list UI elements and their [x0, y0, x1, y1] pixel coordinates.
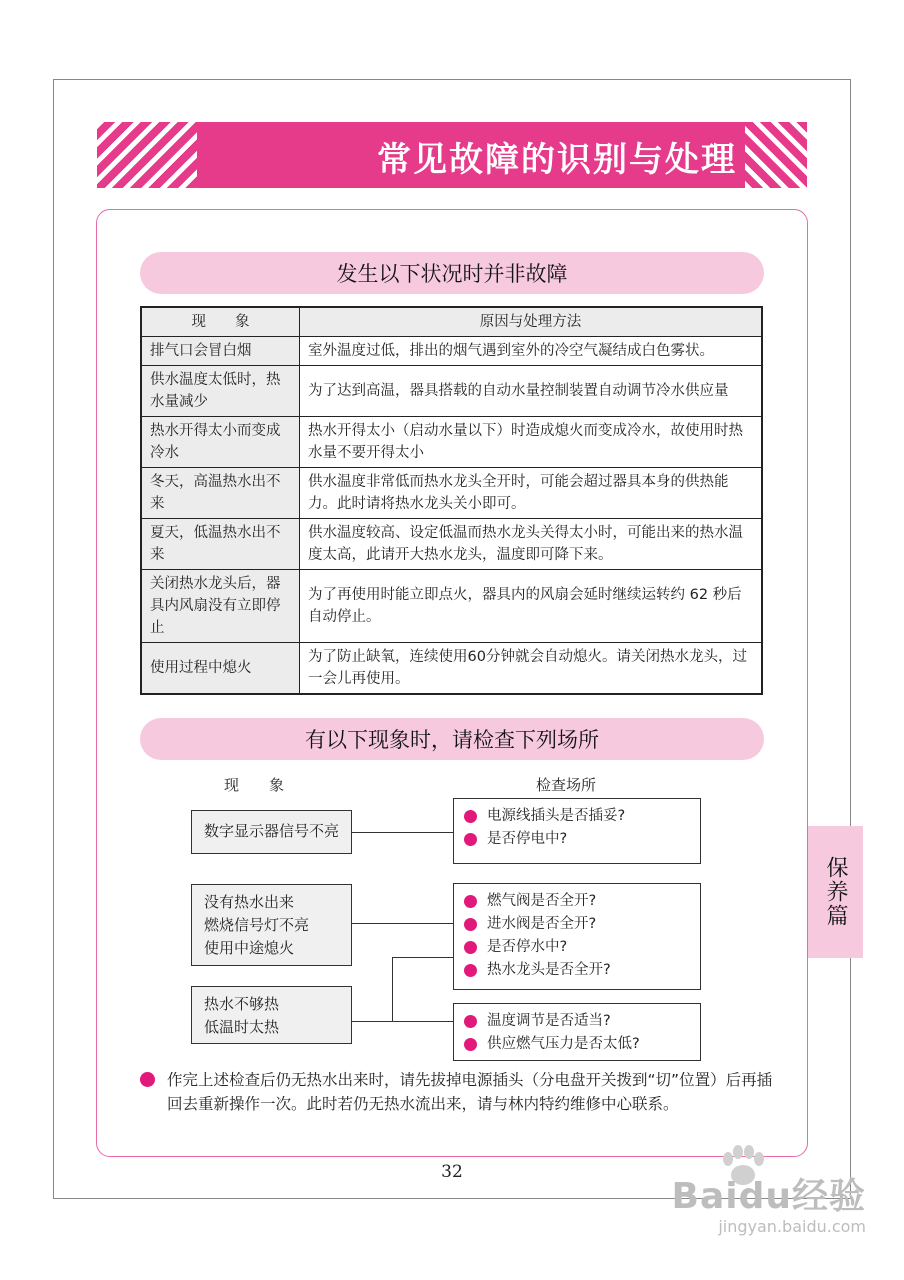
check-item: [464, 828, 690, 851]
section-heading-text: 发生以下状况时并非故障: [336, 262, 568, 286]
check-item: [464, 913, 690, 936]
table-cell-symptom: 冬天，高温热水出不来: [141, 468, 300, 519]
table-header-row: [141, 307, 762, 337]
symptom-line: 使用中途熄火: [204, 939, 295, 957]
check-item-text: 温度调节是否适当?: [487, 1013, 611, 1029]
table-cell-cause: 供水温度较高、设定低温而热水龙头关得太小时，可能出来的热水温度太高，此请开大热水龙头，温度即可降下来。: [300, 519, 763, 570]
section-heading-not-fault: [140, 252, 764, 294]
table-cell-symptom: 热水开得太小而变成冷水: [141, 417, 300, 468]
symptom-line: 燃烧信号灯不亮: [204, 916, 310, 934]
bullet-icon: [464, 918, 477, 931]
table-cell-symptom: 使用过程中熄火: [141, 643, 300, 695]
check-item-text: 是否停电中?: [487, 831, 568, 847]
check-item-text: 供应燃气压力是否太低?: [487, 1036, 640, 1052]
table-row: [141, 417, 762, 468]
bullet-icon: [464, 895, 477, 908]
table-cell-cause: 为了达到高温，器具搭载的自动水量控制装置自动调节冷水供应量: [300, 366, 763, 417]
symptom-box: [191, 986, 352, 1044]
check-item-text: 进水阀是否全开?: [487, 916, 597, 932]
bullet-icon: [140, 1072, 155, 1087]
check-item-text: 电源线插头是否插妥?: [487, 808, 626, 824]
bullet-icon: [464, 810, 477, 823]
check-item: [464, 890, 690, 913]
connector-line: [352, 923, 453, 924]
table-cell-symptom: 夏天，低温热水出不来: [141, 519, 300, 570]
table-cell-symptom: 供水温度太低时，热水量减少: [141, 366, 300, 417]
table-cell-cause: 室外温度过低，排出的烟气遇到室外的冷空气凝结成白色雾状。: [300, 337, 763, 366]
table-row: [141, 337, 762, 366]
connector-line: [392, 957, 393, 1022]
symptom-box: [191, 884, 352, 966]
table-cell-symptom: 排气口会冒白烟: [141, 337, 300, 366]
bullet-icon: [464, 941, 477, 954]
check-item: [464, 1010, 690, 1033]
check-box: [453, 1003, 701, 1061]
page-number: 32: [441, 1162, 463, 1182]
watermark: [672, 1168, 866, 1236]
banner-stripes-right: [745, 122, 807, 188]
connector-line: [392, 957, 453, 958]
page-title: 常见故障的识别与处理: [377, 140, 737, 180]
check-box: [453, 798, 701, 864]
title-banner: [97, 122, 807, 188]
check-box: [453, 883, 701, 990]
symptom-line: 低温时太热: [204, 1018, 280, 1036]
banner-stripes-left: [97, 122, 197, 188]
table-row: [141, 366, 762, 417]
table-cell-cause: 为了防止缺氧，连续使用60分钟就会自动熄火。请关闭热水龙头，过一会儿再使用。: [300, 643, 763, 695]
bullet-icon: [464, 1038, 477, 1051]
table-cell-cause: 为了再使用时能立即点火，器具内的风扇会延时继续运转约 62 秒后自动停止。: [300, 570, 763, 643]
check-item-text: 热水龙头是否全开?: [487, 962, 611, 978]
side-tab-maintenance: [808, 826, 863, 958]
bullet-icon: [464, 833, 477, 846]
check-item-text: 燃气阀是否全开?: [487, 893, 597, 909]
not-fault-table: [140, 306, 763, 695]
table-cell-symptom: 关闭热水龙头后，器具内风扇没有立即停止: [141, 570, 300, 643]
symptom-line: 数字显示器信号不亮: [204, 822, 340, 840]
check-item-text: 是否停水中?: [487, 939, 568, 955]
check-item: [464, 936, 690, 959]
final-note: [140, 1068, 780, 1116]
table-row: [141, 468, 762, 519]
side-tab-label: 保养篇: [823, 856, 848, 928]
connector-line: [352, 832, 453, 833]
table-header-symptom: 现 象: [141, 307, 300, 337]
check-item: [464, 1033, 690, 1056]
diagram-header-check: 检查场所: [536, 776, 597, 794]
table-cell-cause: 热水开得太小（启动水量以下）时造成熄火而变成冷水，故使用时热水量不要开得太小: [300, 417, 763, 468]
section-heading-check: [140, 718, 764, 760]
table-row: [141, 643, 762, 695]
final-note-text: 作完上述检查后仍无热水出来时，请先拔掉电源插头（分电盘开关拨到“切”位置）后再插回去重新操作一次。此时若仍无热水流出来，请与林内特约维修中心联系。: [167, 1071, 773, 1113]
table-row: [141, 570, 762, 643]
symptom-box: [191, 810, 352, 854]
watermark-url: jingyan.baidu.com: [718, 1217, 866, 1236]
table-header-cause: 原因与处理方法: [300, 307, 763, 337]
table-row: [141, 519, 762, 570]
symptom-line: 热水不够热: [204, 995, 280, 1013]
connector-line: [352, 1021, 392, 1022]
symptom-line: 没有热水出来: [204, 893, 295, 911]
diagram-header-symptom: 现 象: [224, 776, 285, 794]
section-heading-text: 有以下现象时，请检查下列场所: [305, 728, 599, 752]
check-item: [464, 959, 690, 982]
bullet-icon: [464, 1015, 477, 1028]
connector-line: [392, 1021, 453, 1022]
watermark-logo: Baidu经验: [671, 1176, 866, 1217]
table-cell-cause: 供水温度非常低而热水龙头全开时，可能会超过器具本身的供热能力。此时请将热水龙头关小即可。: [300, 468, 763, 519]
check-item: [464, 805, 690, 828]
bullet-icon: [464, 964, 477, 977]
